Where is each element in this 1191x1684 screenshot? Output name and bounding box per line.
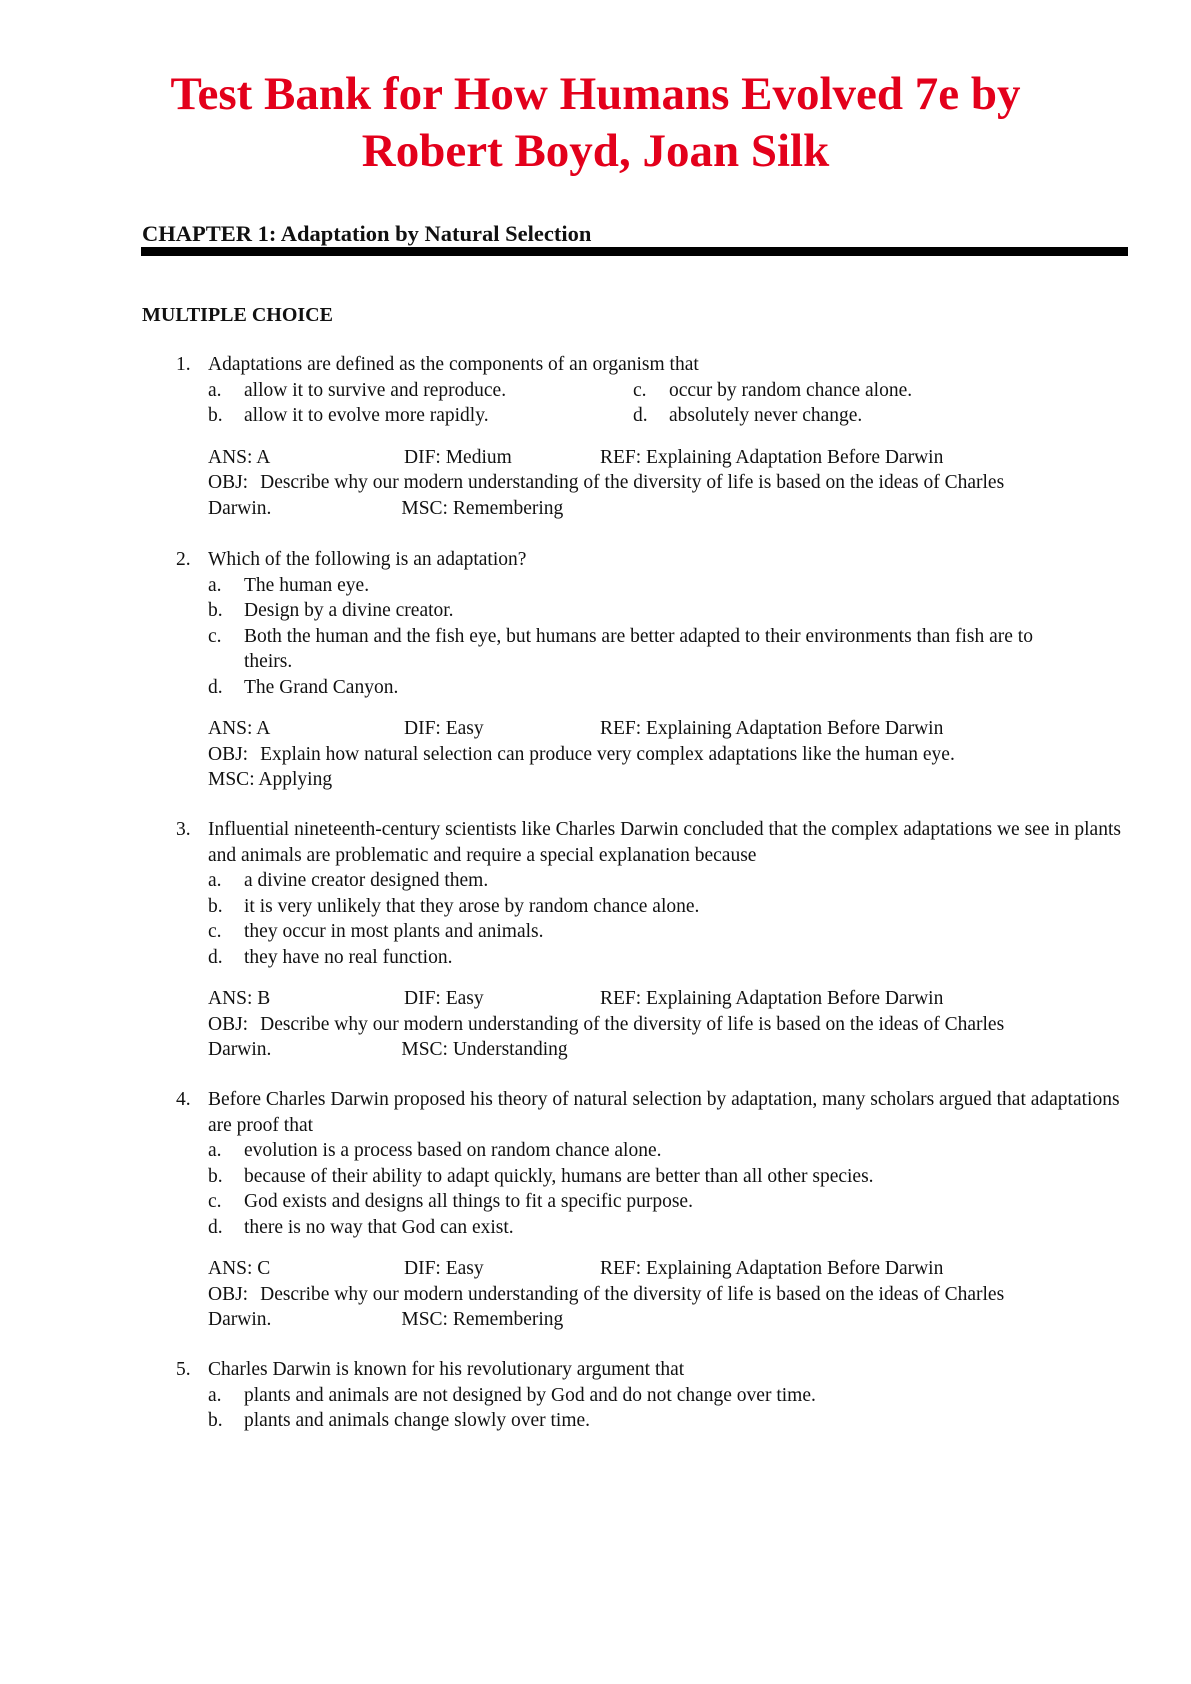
question-stem: Influential nineteenth-century scientists like Charles Darwin concluded that the complex adaptations we see in plants and animals are problematic and require a special explanation because [208,819,1121,866]
difficulty: DIF: Easy [404,1258,484,1279]
question-2 [176,547,1136,793]
answer-metadata [208,986,1136,1063]
question-number: 5. [176,1359,191,1380]
objective: Describe why our modern understanding of the diversity of life is based on the ideas of Charles [260,472,1005,493]
question-4 [176,1087,1136,1333]
document-title [0,66,1191,180]
section-heading: MULTIPLE CHOICE [142,304,333,326]
option-b: b. plants and animals change slowly over time. [208,1410,591,1431]
objective-continued: Darwin. [208,497,272,519]
option-b: b. Design by a divine creator. [208,600,454,621]
option-a: a. a divine creator designed them. [208,870,489,891]
option-b: b. it is very unlikely that they arose by random chance alone. [208,895,700,917]
question-number: 4. [176,1089,191,1110]
option-a: a. allow it to survive and reproduce. [208,379,507,401]
question-number: 2. [176,549,191,570]
reference: REF: Explaining Adaptation Before Darwin [600,718,944,739]
reference: REF: Explaining Adaptation Before Darwin [600,1258,944,1279]
chapter-heading: CHAPTER 1: Adaptation by Natural Selection [142,221,592,246]
difficulty: DIF: Easy [404,988,484,1009]
reference: REF: Explaining Adaptation Before Darwin [600,988,944,1009]
option-d: d. absolutely never change. [633,405,863,426]
options-list [208,1383,1136,1434]
objective-label: OBJ: [208,743,249,765]
msc: MSC: Remembering [401,1309,564,1330]
option-c: c. God exists and designs all things to fit a specific purpose. [208,1191,693,1212]
objective: Describe why our modern understanding of the diversity of life is based on the ideas of Charles [260,1283,1005,1305]
option-b: b. because of their ability to adapt quickly, humans are better than all other species. [208,1165,874,1187]
answer-metadata [208,716,1136,793]
answer-key: ANS: A [208,446,271,468]
title-line-2: Robert Boyd, Joan Silk [361,125,830,177]
objective-continued: Darwin. [208,1039,272,1060]
objective-continued: Darwin. [208,1309,272,1330]
question-stem: Charles Darwin is known for his revolutionary argument that [208,1359,685,1380]
question-stem: Before Charles Darwin proposed his theory of natural selection by adaptation, many scholars argued that adaptations are proof that [208,1089,1120,1136]
question-3 [176,817,1136,1063]
question-stem: Which of the following is an adaptation? [208,549,527,570]
reference: REF: Explaining Adaptation Before Darwin [600,446,944,468]
question-number: 3. [176,819,191,840]
objective-label: OBJ: [208,1013,249,1035]
question-5 [176,1357,1136,1434]
option-b: b. allow it to evolve more rapidly. [208,405,489,426]
msc: MSC: Applying [208,769,333,790]
objective-label: OBJ: [208,472,249,493]
option-c: c. occur by random chance alone. [633,379,913,401]
option-c: c. they occur in most plants and animals. [208,921,544,942]
option-d: d. there is no way that God can exist. [208,1216,514,1238]
option-a: a. plants and animals are not designed by God and do not change over time. [208,1384,816,1406]
option-a: a. The human eye. [208,574,370,596]
objective: Describe why our modern understanding of the diversity of life is based on the ideas of Charles [260,1013,1005,1035]
difficulty: DIF: Medium [404,446,512,468]
answer-key: ANS: C [208,1258,271,1279]
option-c: c. Both the human and the fish eye, but humans are better adapted to their environments than fish are to theirs. [208,625,1033,672]
answer-key: ANS: B [208,988,271,1009]
question-stem: Adaptations are defined as the components of an organism that [208,354,699,375]
question-number: 1. [176,354,191,375]
objective-label: OBJ: [208,1283,249,1305]
heading-rule [141,247,1128,256]
options-list [208,378,1136,429]
option-a: a. evolution is a process based on random chance alone. [208,1140,662,1161]
objective: Explain how natural selection can produce very complex adaptations like the human eye. [260,743,955,765]
answer-key: ANS: A [208,718,271,739]
answer-metadata [208,445,1136,522]
title-line-1: Test Bank for How Humans Evolved 7e by [170,68,1021,120]
options-list [208,868,1136,970]
answer-metadata [208,1256,1136,1333]
options-list [208,573,1136,701]
difficulty: DIF: Easy [404,718,484,739]
option-d: d. they have no real function. [208,946,453,968]
option-d: d. The Grand Canyon. [208,676,399,698]
msc: MSC: Remembering [401,497,564,519]
question-1 [176,352,1136,521]
options-list [208,1138,1136,1240]
msc: MSC: Understanding [401,1039,568,1060]
